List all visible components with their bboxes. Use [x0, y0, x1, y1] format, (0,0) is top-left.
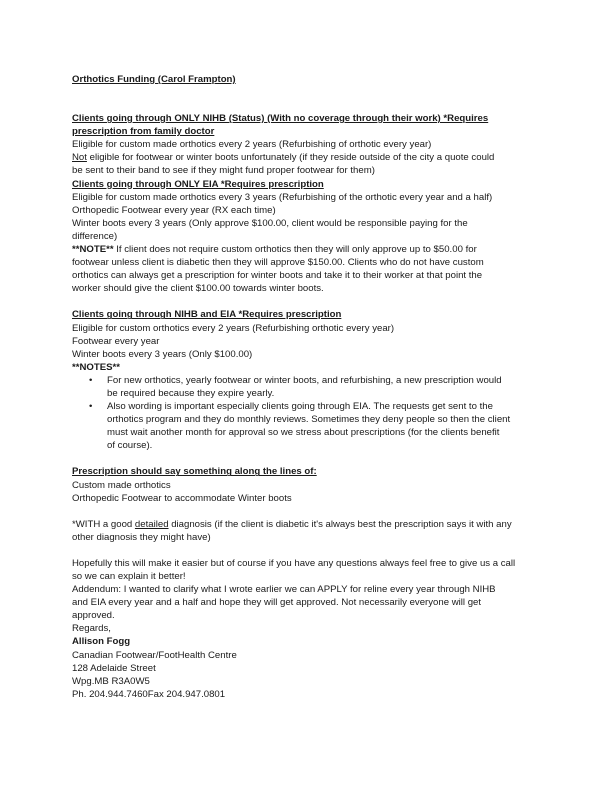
emphasis-text: detailed: [134, 518, 169, 530]
paragraph-line: other diagnosis they might have): [72, 531, 211, 543]
section-nihb-only: [72, 112, 540, 177]
regards-line: Regards,: [72, 623, 111, 635]
paragraph-line: so we can explain it better!: [72, 571, 186, 582]
section-eia-only: [72, 178, 540, 296]
notes-label: **NOTES**: [72, 361, 120, 373]
section-heading: Prescription should say something along the lines of:: [72, 466, 317, 478]
addendum-line: and EIA every year and a half and hope they will get approved. Not necessarily everyone will get: [72, 597, 482, 609]
notes-list: [72, 374, 540, 453]
paragraph-text: diagnosis (if the client is diabetic it's always best the prescription says it with any: [168, 518, 512, 530]
list-item-line: orthotics program and they do monthly reviews. Sometimes they deny people so then the client: [107, 414, 511, 426]
diagnosis-paragraph: [72, 518, 540, 544]
list-item: [72, 400, 540, 452]
bullet-icon: •: [89, 374, 93, 386]
signature-name: Allison Fogg: [72, 636, 131, 648]
signature-street: 128 Adelaide Street: [72, 662, 156, 674]
paragraph-line: Eligible for custom orthotics every 2 years (Refurbishing orthotic every year): [72, 322, 395, 334]
note-line: orthotics can always get a prescription for winter boots and take it to their worker at that point the: [72, 270, 483, 282]
closing-paragraph: [72, 557, 540, 636]
paragraph-line: Custom made orthotics: [72, 479, 171, 491]
document-body: [72, 73, 540, 701]
signature-city: Wpg.MB R3A0W5: [72, 675, 150, 687]
paragraph-line: [72, 151, 540, 164]
bullet-icon: •: [89, 401, 93, 413]
paragraph-line: Winter boots every 3 years (Only $100.00): [72, 348, 253, 360]
section-prescription-wording: [72, 465, 540, 504]
list-item-line: For new orthotics, yearly footwear or winter boots, and refurbishing, a new prescription would: [107, 374, 502, 386]
note-label: **NOTE**: [72, 244, 114, 256]
paragraph-line: Orthopedic Footwear every year (RX each time): [72, 204, 276, 216]
list-item-line: must wait another month for approval so we stress about prescriptions (for the clients benefit: [107, 427, 500, 439]
note-line: worker should give the client $100.00 towards winter boots.: [72, 283, 324, 295]
list-item: [72, 374, 540, 400]
section-heading: Clients going through ONLY EIA *Requires prescription: [72, 178, 324, 190]
list-item-line: of course).: [107, 440, 153, 452]
list-item-line: be required because they expire yearly.: [107, 387, 275, 399]
paragraph-text: eligible for footwear or winter boots unfortunately (if they reside outside of the city a quote could: [86, 152, 495, 164]
paragraph-line: Winter boots every 3 years (Only approve $100.00, client would be responsible paying for the: [72, 217, 468, 229]
section-heading: Clients going through ONLY NIHB (Status) (With no coverage through their work) *Requires: [72, 113, 489, 125]
paragraph-line: Eligible for custom made orthotics every 2 years (Refurbishing of orthotic every year): [72, 139, 432, 151]
signature-company: Canadian Footwear/FootHealth Centre: [72, 649, 237, 661]
document-title: Orthotics Funding (Carol Frampton): [72, 74, 236, 85]
addendum-line: approved.: [72, 610, 115, 622]
paragraph-line: be sent to their band to see if they might fund proper footwear for them): [72, 165, 375, 177]
paragraph-line: Hopefully this will make it easier but of course if you have any questions always feel free to give us a call: [72, 557, 516, 569]
paragraph-line: Footwear every year: [72, 335, 160, 347]
signature-block: [72, 635, 540, 700]
section-heading: Clients going through NIHB and EIA *Requires prescription: [72, 309, 342, 321]
note-line: footwear unless client is diabetic then they will approve $150.00. Clients who do not have custom: [72, 257, 484, 269]
paragraph-line: Eligible for custom made orthotics every 3 years (Refurbishing of the orthotic every year and a half): [72, 191, 493, 203]
emphasis-text: Not: [72, 152, 87, 164]
note-text: If client does not require custom orthotics then they will only approve up to $50.00 for: [113, 244, 477, 256]
signature-phone: Ph. 204.944.7460Fax 204.947.0801: [72, 688, 226, 700]
paragraph-line: Orthopedic Footwear to accommodate Winter boots: [72, 492, 292, 504]
paragraph-text: *WITH a good: [72, 518, 135, 530]
addendum-line: Addendum: I wanted to clarify what I wrote earlier we can APPLY for reline every year through NIHB: [72, 584, 496, 596]
section-heading-continued: prescription from family doctor: [72, 126, 215, 138]
list-item-line: Also wording is important especially clients going through EIA. The requests get sent to the: [107, 401, 493, 413]
paragraph-line: [72, 518, 540, 531]
paragraph-line: difference): [72, 230, 118, 242]
note-line: [72, 243, 540, 256]
section-nihb-and-eia: [72, 308, 540, 452]
